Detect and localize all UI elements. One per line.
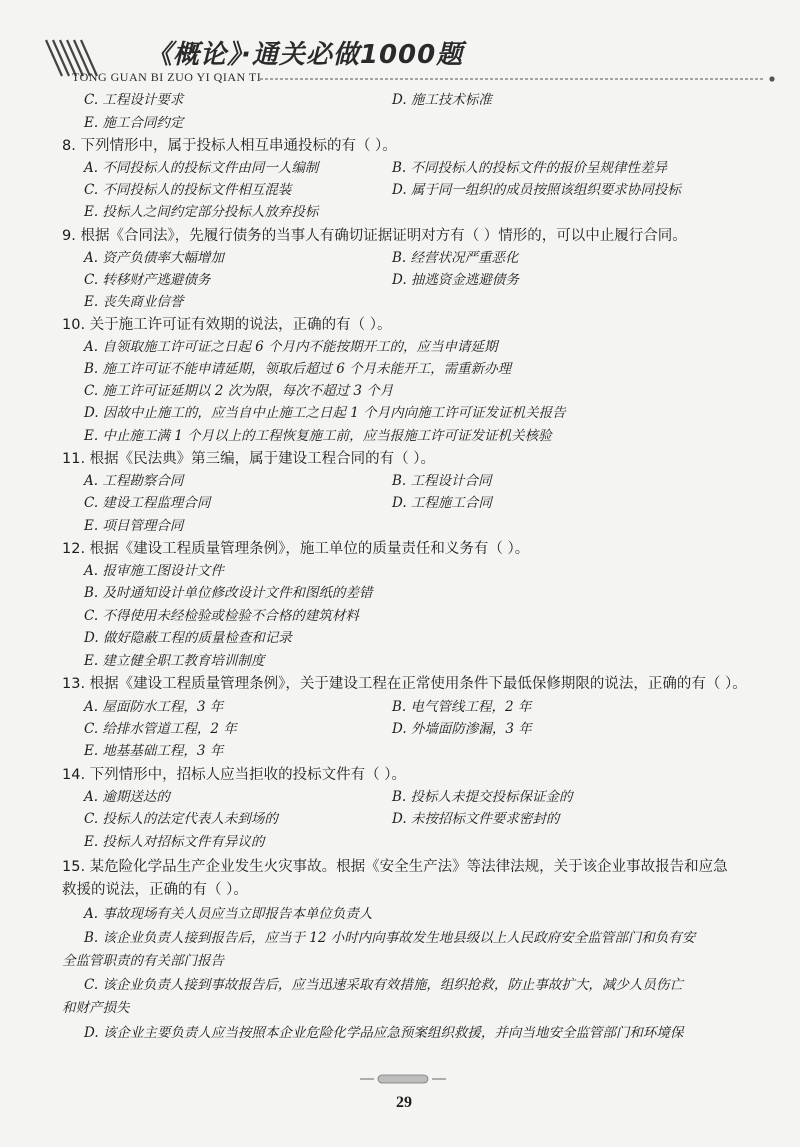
- option-text: B. 经营状况严重恶化: [392, 250, 519, 266]
- option-text: E. 建立健全职工教育培训制度: [84, 653, 265, 669]
- option-text: C. 建设工程监理合同: [84, 495, 211, 511]
- option-text: C. 工程设计要求: [84, 92, 184, 108]
- footer-ornament: [360, 1073, 446, 1085]
- option-text: D. 因故中止施工的，应当自中止施工之日起 1 个月内向施工许可证发证机关报告: [84, 405, 566, 421]
- option-text: D. 做好隐蔽工程的质量检查和记录: [84, 630, 292, 646]
- question-stem: 9. 根据《合同法》，先履行债务的当事人有确切证据证明对方有（ ）情形的，可以中止履行合同。: [62, 228, 687, 244]
- option-text: D. 抽逃资金逃避债务: [392, 272, 519, 288]
- question-stem: 14. 下列情形中，招标人应当拒收的投标文件有（ ）。: [62, 767, 407, 783]
- option-text: D. 施工技术标准: [392, 92, 492, 108]
- question-stem-continued: 救援的说法，正确的有（ ）。: [62, 882, 248, 898]
- option-text: B. 施工许可证不能申请延期，领取后超过 6 个月未能开工，需重新办理: [84, 361, 512, 377]
- question-stem: 13. 根据《建设工程质量管理条例》，关于建设工程在正常使用条件下最低保修期限的说法，正确的有（ ）。: [62, 676, 747, 692]
- option-text: E. 地基基础工程，3 年: [84, 743, 224, 759]
- option-text: C. 施工许可证延期以 2 次为限，每次不超过 3 个月: [84, 383, 394, 399]
- header-rule: [260, 76, 780, 82]
- option-text: D. 未按招标文件要求密封的: [392, 811, 560, 827]
- question-stem: 12. 根据《建设工程质量管理条例》，施工单位的质量责任和义务有（ ）。: [62, 541, 530, 557]
- option-text: C. 该企业负责人接到事故报告后，应当迅速采取有效措施，组织抢救，防止事故扩大，减少人员伤亡: [84, 977, 683, 993]
- question-stem: 11. 根据《民法典》第三编，属于建设工程合同的有（ ）。: [62, 451, 436, 467]
- option-text: A. 自领取施工许可证之日起 6 个月内不能按期开工的，应当申请延期: [84, 339, 498, 355]
- option-text: A. 资产负债率大幅增加: [84, 250, 224, 266]
- option-text: A. 报审施工图设计文件: [84, 563, 224, 579]
- option-text: D. 属于同一组织的成员按照该组织要求协同投标: [392, 182, 681, 198]
- option-text: C. 投标人的法定代表人未到场的: [84, 811, 278, 827]
- question-stem: 8. 下列情形中，属于投标人相互串通投标的有（ ）。: [62, 138, 397, 154]
- option-text: C. 不得使用未经检验或检验不合格的建筑材料: [84, 608, 359, 624]
- option-text: D. 外墙面防渗漏，3 年: [392, 721, 532, 737]
- option-text: E. 投标人对招标文件有异议的: [84, 834, 265, 850]
- option-text: E. 施工合同约定: [84, 115, 184, 131]
- option-text: A. 事故现场有关人员应当立即报告本单位负责人: [84, 906, 373, 922]
- option-text: A. 屋面防水工程，3 年: [84, 699, 224, 715]
- option-text: E. 项目管理合同: [84, 518, 184, 534]
- book-title: 《概论》·通关必做1000题: [146, 40, 464, 70]
- option-text: C. 转移财产逃避债务: [84, 272, 211, 288]
- option-text: B. 该企业负责人接到报告后，应当于 12 小时内向事故发生地县级以上人民政府安全监管部门和负有安: [84, 930, 696, 946]
- page-number: 29: [396, 1094, 412, 1111]
- option-text: C. 不同投标人的投标文件相互混装: [84, 182, 292, 198]
- running-header: [40, 30, 770, 90]
- option-text: D. 工程施工合同: [392, 495, 492, 511]
- option-text: B. 电气管线工程，2 年: [392, 699, 532, 715]
- option-text: E. 丧失商业信誉: [84, 294, 184, 310]
- option-text-continued: 和财产损失: [62, 1000, 130, 1016]
- option-text: B. 及时通知设计单位修改设计文件和图纸的差错: [84, 585, 373, 601]
- option-text-continued: 全监管职责的有关部门报告: [62, 953, 224, 969]
- option-text: E. 投标人之间约定部分投标人放弃投标: [84, 204, 319, 220]
- question-stem: 10. 关于施工许可证有效期的说法，正确的有（ ）。: [62, 317, 392, 333]
- question-stem: 15. 某危险化学品生产企业发生火灾事故。根据《安全生产法》等法律法规，关于该企业事故报告和应急: [62, 859, 728, 875]
- book-subtitle-pinyin: TONG GUAN BI ZUO YI QIAN TI: [72, 70, 262, 84]
- option-text: C. 给排水管道工程，2 年: [84, 721, 237, 737]
- option-text: A. 不同投标人的投标文件由同一人编制: [84, 160, 319, 176]
- option-text: E. 中止施工满 1 个月以上的工程恢复施工前，应当报施工许可证发证机关核验: [84, 428, 552, 444]
- option-text: B. 投标人未提交投标保证金的: [392, 789, 573, 805]
- option-text: D. 该企业主要负责人应当按照本企业危险化学品应急预案组织救援，并向当地安全监管部门和环境保: [84, 1025, 684, 1041]
- option-text: A. 工程勘察合同: [84, 473, 184, 489]
- option-text: B. 不同投标人的投标文件的报价呈规律性差异: [392, 160, 668, 176]
- option-text: A. 逾期送达的: [84, 789, 170, 805]
- option-text: B. 工程设计合同: [392, 473, 492, 489]
